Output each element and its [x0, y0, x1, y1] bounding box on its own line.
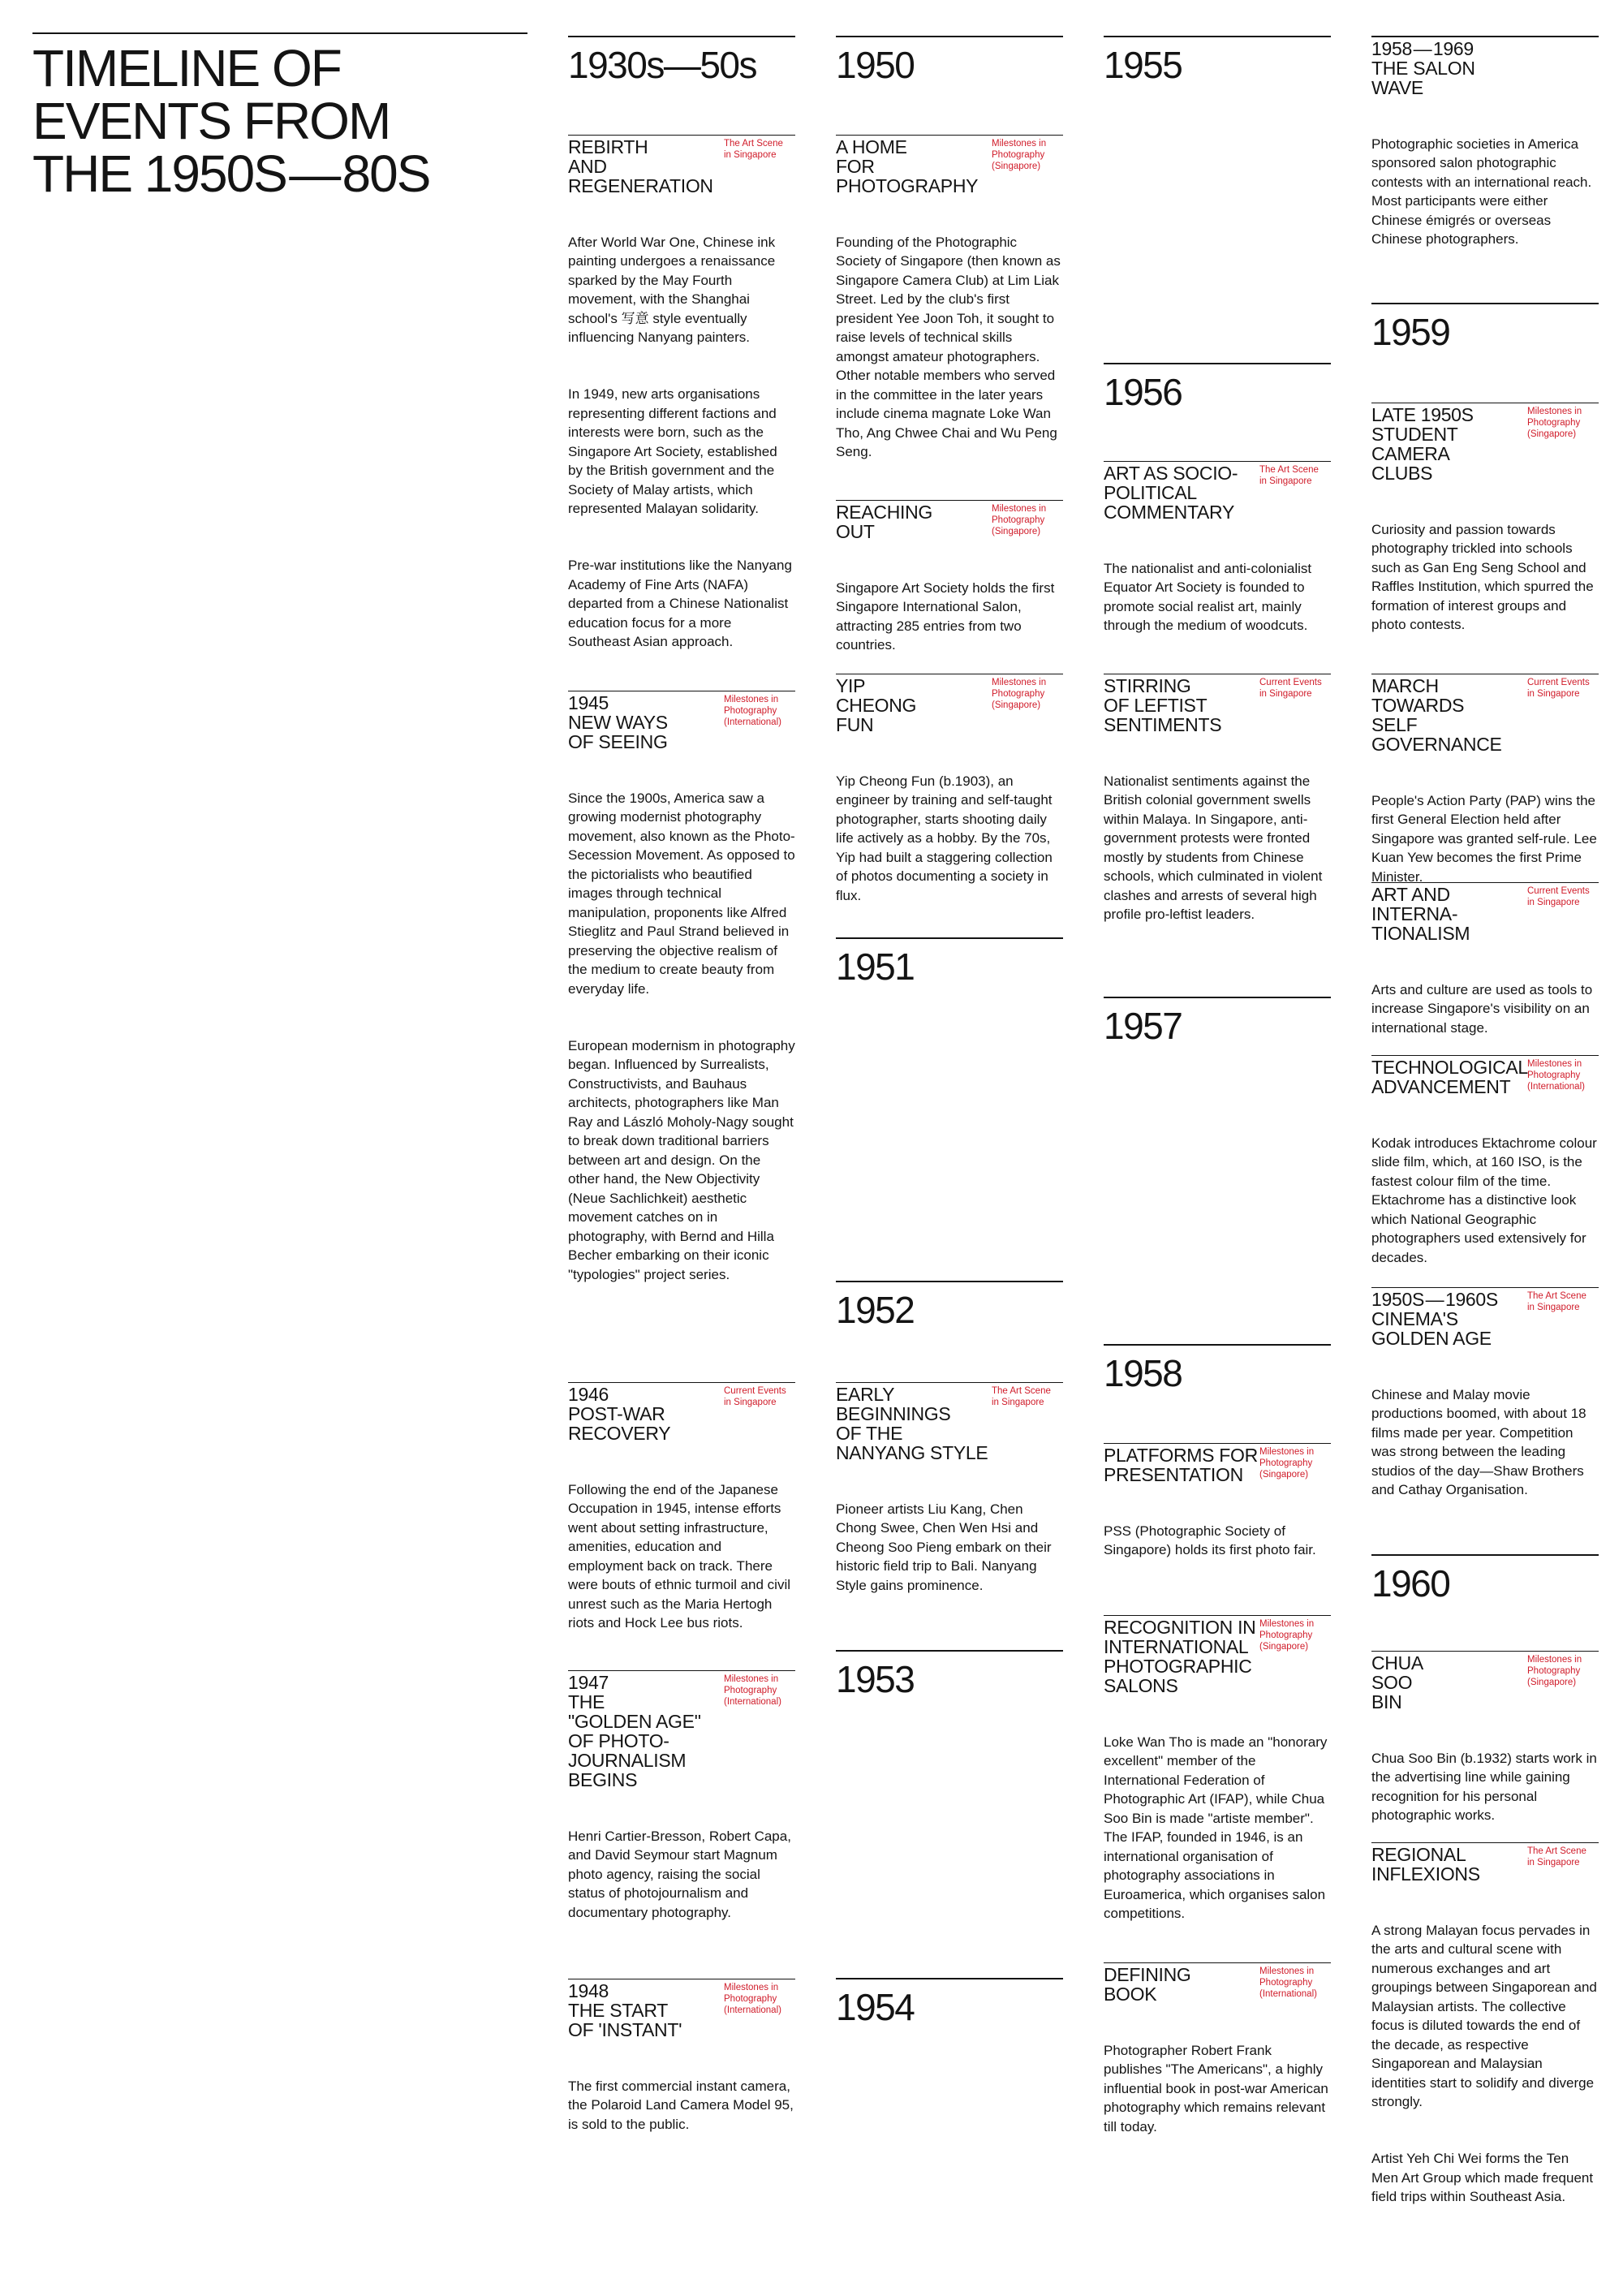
category-label: Current Events in Singapore: [1527, 886, 1590, 907]
entry-header: [836, 500, 1063, 541]
entry-paragraph: PSS (Photographic Society of Singapore) holds its first photo fair.: [1104, 1523, 1316, 1557]
entry-chua-soo-bin: [1371, 1651, 1599, 1863]
page-title: TIMELINE OF EVENTS FROM THE 1950S — 80S: [32, 39, 430, 203]
entry-body: [1104, 540, 1331, 673]
entry-paragraph: Loke Wan Tho is made an "honorary excellent" member of the International Federation of Photographic Art (IFAP), while Chua Soo Bin is made "artiste member". The IFAP, founded in 1946, is an international organisation of photography associations in Euroamerica, which organises salon competitions.: [1104, 1734, 1328, 1921]
category-label: Current Events in Singapore: [1259, 678, 1322, 699]
main-title-block: [32, 32, 527, 203]
entry-title: THE START OF 'INSTANT': [568, 2000, 682, 2040]
entry-paragraph: Yip Cheong Fun (b.1903), an engineer by training and self-taught photographer, starts shooting daily life actively as a hobby. By the 70s, Yip had built a staggering collection of photos documenting a society in flux.: [836, 773, 1053, 903]
category-label: The Art Scene in Singapore: [1527, 1846, 1586, 1867]
year-heading-1958: [1104, 1344, 1331, 1393]
entry-title: 1958 — 1969 THE SALON WAVE: [1371, 38, 1475, 98]
entry-paragraph: The first commercial instant camera, the Polaroid Land Camera Model 95, is sold to the public.: [568, 2078, 794, 2132]
year-heading-1960: [1371, 1554, 1599, 1603]
category-label: The Art Scene in Singapore: [1259, 465, 1319, 486]
entry-header: [568, 1382, 795, 1443]
entry-body: [836, 213, 1063, 499]
entry-header: [836, 1382, 1063, 1462]
category-label: Milestones in Photography (International): [724, 695, 781, 727]
year-heading-1955: [1104, 36, 1331, 84]
entry-paragraph: Artist Yeh Chi Wei forms the Ten Men Art Group which made frequent field trips within Southeast Asia.: [1371, 2151, 1594, 2204]
category-label: Milestones in Photography (Singapore): [1259, 1447, 1315, 1480]
entry-body: [836, 752, 1063, 943]
entry-technological-advancement: [1371, 1055, 1599, 1305]
entry-body: [1104, 1713, 1331, 1961]
category-label: The Art Scene in Singapore: [724, 139, 783, 160]
entry-new-ways-of-seeing: [568, 691, 795, 1322]
entry-header: [568, 135, 795, 196]
year-heading-1952: [836, 1281, 1063, 1329]
entry-body: [568, 1807, 795, 1960]
entry-header: [836, 135, 1063, 196]
entry-title: A HOME FOR PHOTOGRAPHY: [836, 136, 979, 196]
entry-date: 1947: [568, 1672, 609, 1693]
entry-body: [568, 2057, 795, 2172]
column-1950-1954: [836, 0, 1063, 2296]
year-label: 1954: [836, 1986, 915, 2028]
year-label: 1958: [1104, 1352, 1182, 1394]
entry-title: POST-WAR RECOVERY: [568, 1403, 671, 1444]
entry-header: [1371, 1287, 1599, 1348]
entry-salon-wave: [1371, 36, 1599, 286]
category-label: Milestones in Photography (Singapore): [992, 139, 1047, 171]
entry-paragraph: Henri Cartier-Bresson, Robert Capa, and David Seymour start Magnum photo agency, raising the social status of photojournalism and documentary photography.: [568, 1828, 791, 1920]
entry-header: [1104, 1962, 1331, 2004]
entry-regional-inflexions: [1371, 1842, 1599, 2244]
entry-leftist-sentiments: [1104, 674, 1331, 962]
year-heading-1950: [836, 36, 1063, 84]
entry-golden-age-photojournalism: [568, 1670, 795, 1960]
entry-title: YIP CHEONG FUN: [836, 675, 917, 735]
year-heading-1951: [836, 937, 1063, 986]
entry-cinema-golden-age: [1371, 1287, 1599, 1537]
entry-title: EARLY BEGINNINGS OF THE NANYANG STYLE: [836, 1384, 988, 1463]
year-label: 1957: [1104, 1005, 1182, 1047]
entry-body: [836, 1480, 1063, 1633]
entry-title: DEFINING BOOK: [1104, 1964, 1191, 2005]
entry-post-war-recovery: [568, 1382, 795, 1670]
entry-header: [1104, 1615, 1331, 1695]
year-heading-1953: [836, 1650, 1063, 1699]
entry-paragraph: In 1949, new arts organisations representing different factions and interests were born, such as the Singapore Art Society, established by the British government and the Society of Malay artists, which represented Malayan solidarity.: [568, 386, 777, 516]
entry-header: [568, 1979, 795, 2040]
entry-body: [1371, 1114, 1599, 1305]
entry-paragraph: Chua Soo Bin (b.1932) starts work in the advertising line while gaining recognition for his personal photographic works.: [1371, 1750, 1597, 1823]
entry-title: ART AS SOCIO- POLITICAL COMMENTARY: [1104, 463, 1238, 523]
entry-header: [1371, 674, 1599, 754]
entry-paragraph: Photographic societies in America sponsored salon photographic contests with an international reach. Most participants were either Chinese émigrés or overseas Chinese photographers.: [1371, 136, 1592, 247]
entry-title: TECHNOLOGICAL ADVANCEMENT: [1371, 1057, 1528, 1097]
entry-paragraph: European modernism in photography began. Influenced by Surrealists, Constructivists, and Bauhaus architects, photographers like Man Ray and László Moholy-Nagy sought to break down traditional barriers between art and design. On the other hand, the New Objectivity (Neue Sachlichkeit) aesthetic movement catches on in photography, with Bernd and Hilla Becher embarking on their iconic "typologies" project series.: [568, 1037, 795, 1282]
entry-paragraph: Nationalist sentiments against the British colonial government swells within Malaya. In Singapore, anti-government protests were fronted mostly by students from Chinese schools, which culminated in violent clashes and arrests of several high profile pro-leftist leaders.: [1104, 773, 1323, 922]
entry-header: [1371, 36, 1599, 97]
entry-defining-book: [1104, 1962, 1331, 2174]
category-label: The Art Scene in Singapore: [1527, 1291, 1586, 1312]
year-heading-1957: [1104, 997, 1331, 1045]
entry-platforms-for-presentation: [1104, 1443, 1331, 1597]
entry-nanyang-style: [836, 1382, 1063, 1633]
year-label: 1953: [836, 1658, 915, 1700]
year-label: 1959: [1371, 311, 1450, 353]
entry-header: [1371, 1842, 1599, 1884]
entry-title: CHUA SOO BIN: [1371, 1652, 1423, 1712]
entry-title: RECOGNITION IN INTERNATIONAL PHOTOGRAPHIC SALONS: [1104, 1617, 1256, 1696]
year-heading-1956: [1104, 363, 1331, 411]
entry-paragraph: Pioneer artists Liu Kang, Chen Chong Swee, Chen Wen Hsi and Cheong Soo Pieng embark on their historic field trip to Bali. Nanyang Style gains prominence.: [836, 1501, 1052, 1593]
category-label: Milestones in Photography (International): [1527, 1059, 1585, 1092]
year-label: 1950: [836, 44, 915, 86]
category-label: Milestones in Photography (Singapore): [1259, 1619, 1315, 1652]
entry-header: [1371, 1055, 1599, 1096]
entry-paragraph: After World War One, Chinese ink painting undergoes a renaissance sparked by the May Fourth movement, with the Shanghai school's 写意 style eventually influencing Nanyang painters.: [568, 234, 776, 345]
entry-title: 1950S — 1960S CINEMA'S GOLDEN AGE: [1371, 1289, 1498, 1349]
category-label: Milestones in Photography (International): [724, 1983, 781, 2015]
entry-title: REBIRTH AND REGENERATION: [568, 136, 713, 196]
entry-header: [836, 674, 1063, 734]
entry-paragraph: A strong Malayan focus pervades in the arts and cultural scene with numerous exchanges and art groupings between Singaporean and Malaysian artists. The collective focus is diluted towards the end of the decade, as respective Singaporean and Malaysian identities start to solidify and diverge strongly.: [1371, 1922, 1597, 2109]
entry-title: NEW WAYS OF SEEING: [568, 712, 668, 752]
entry-paragraph: Singapore Art Society holds the first Singapore International Salon, attracting 285 entries from two countries.: [836, 579, 1055, 653]
entry-body: [568, 769, 795, 1322]
column-1955-1958: [1104, 0, 1331, 2296]
year-heading-1930s: [568, 36, 795, 84]
entry-student-camera-clubs: [1371, 403, 1599, 672]
entry-paragraph: Pre-war institutions like the Nanyang Academy of Fine Arts (NAFA) departed from a Chinese Nationalist education focus for a more Southeast Asian approach.: [568, 558, 792, 649]
entry-title: REACHING OUT: [836, 502, 933, 542]
entry-yip-cheong-fun: [836, 674, 1063, 943]
year-label: 1952: [836, 1289, 915, 1331]
entry-date: 1946: [568, 1384, 609, 1405]
entry-start-of-instant: [568, 1979, 795, 2172]
entry-paragraph: Chinese and Malay movie productions boomed, with about 18 films made per year. Competition was strong between the leading studios of the day—Shaw Brothers and Cathay Organisation.: [1371, 1386, 1586, 1497]
entry-header: [568, 691, 795, 752]
column-1930s-50s: [568, 0, 795, 2296]
entry-paragraph: The nationalist and anti-colonialist Equator Art Society is founded to promote social realist art, mainly through the medium of woodcuts.: [1104, 560, 1312, 633]
entry-header: [1104, 674, 1331, 734]
category-label: Current Events in Singapore: [1527, 678, 1590, 699]
entry-home-for-photography: [836, 135, 1063, 499]
entry-header: [1371, 882, 1599, 943]
entry-paragraph: People's Action Party (PAP) wins the first General Election held after Singapore was granted self-rule. Lee Kuan Yew becomes the first Prime Minister.: [1371, 792, 1597, 885]
entry-body: [1371, 501, 1599, 672]
category-label: Milestones in Photography (Singapore): [1527, 407, 1582, 439]
year-heading-1954: [836, 1978, 1063, 2027]
entry-paragraph: Since the 1900s, America saw a growing modernist photography movement, also known as the Photo-Secession Movement. As opposed to the pictorialists who beautified images through technical manipulation, proponents like Alfred Stieglitz and Paul Strand believed in preserving the objective realism of the medium to create beauty from everyday life.: [568, 790, 795, 997]
entry-title: REGIONAL INFLEXIONS: [1371, 1844, 1480, 1885]
entry-body: [568, 213, 795, 689]
entry-date: 1948: [568, 1980, 609, 2001]
entry-title: ART AND INTERNA- TIONALISM: [1371, 884, 1470, 944]
category-label: Milestones in Photography (International): [724, 1674, 781, 1707]
column-1958-1960: [1371, 0, 1599, 2296]
entry-body: [1371, 1366, 1599, 1537]
category-label: Milestones in Photography (International): [1259, 1966, 1317, 1999]
entry-paragraph: Following the end of the Japanese Occupation in 1945, intense efforts went about setting infrastructure, amenities, education and employment back on track. There were bouts of ethnic turmoil and civil unrest such as the Maria Hertogh riots and Hock Lee bus riots.: [568, 1481, 791, 1630]
entry-title: PLATFORMS FOR PRESENTATION: [1104, 1445, 1258, 1485]
entry-body: [836, 559, 1063, 692]
entry-paragraph: Arts and culture are used as tools to increase Singapore's visibility on an international stage.: [1371, 981, 1593, 1036]
entry-recognition-salons: [1104, 1615, 1331, 1961]
entry-paragraph: Curiosity and passion towards photography trickled into schools such as Gan Eng Seng School and Raffles Institution, which spurred the formation of interest groups and photo contests.: [1371, 521, 1594, 632]
entry-body: [1371, 1902, 1599, 2244]
entry-body: [1104, 1502, 1331, 1597]
year-heading-1959: [1371, 303, 1599, 351]
year-label: 1956: [1104, 371, 1182, 413]
category-label: Milestones in Photography (Singapore): [1527, 1655, 1582, 1687]
entry-body: [1104, 752, 1331, 962]
entry-body: [1371, 115, 1599, 286]
year-label: 1960: [1371, 1562, 1450, 1605]
entry-reaching-out: [836, 500, 1063, 692]
entry-title: LATE 1950S STUDENT CAMERA CLUBS: [1371, 404, 1474, 484]
year-label: 1930s—50s: [568, 44, 756, 86]
entry-body: [568, 1461, 795, 1670]
entry-socio-political: [1104, 461, 1331, 673]
entry-header: [1104, 461, 1331, 522]
year-label: 1951: [836, 946, 915, 988]
entry-title: STIRRING OF LEFTIST SENTIMENTS: [1104, 675, 1222, 735]
entry-date: 1945: [568, 692, 609, 713]
entry-header: [1104, 1443, 1331, 1484]
category-label: The Art Scene in Singapore: [992, 1386, 1051, 1407]
entry-rebirth: [568, 135, 795, 689]
year-label: 1955: [1104, 44, 1182, 86]
entry-header: [1371, 1651, 1599, 1712]
entry-paragraph: Founding of the Photographic Society of Singapore (then known as Singapore Camera Club) at Lim Liak Street. Led by the club's first president Yee Joon Toh, it sought to raise levels of technical skills amongst amateur photographers. Other notable members who served in the committee in the later years include cinema magnate Loke Wan Tho, Ang Chwee Chai and Wu Peng Seng.: [836, 234, 1061, 459]
entry-title: MARCH TOWARDS SELF GOVERNANCE: [1371, 675, 1502, 755]
category-label: Current Events in Singapore: [724, 1386, 786, 1407]
entry-body: [1104, 2022, 1331, 2174]
entry-paragraph: Kodak introduces Ektachrome colour slide film, which, at 160 ISO, is the fastest colour film of the time. Ektachrome has a distinctive look which National Geographic photographers used extensively for decades.: [1371, 1135, 1597, 1265]
entry-header: [1371, 403, 1599, 483]
entry-header: [568, 1670, 795, 1790]
category-label: Milestones in Photography (Singapore): [992, 678, 1047, 710]
entry-art-internationalism: [1371, 882, 1599, 1075]
entry-paragraph: Photographer Robert Frank publishes "The Americans", a highly influential book in post-war American photography which remains relevant till today.: [1104, 2042, 1328, 2134]
entry-title: THE "GOLDEN AGE" OF PHOTO- JOURNALISM BEGINS: [568, 1691, 701, 1790]
category-label: Milestones in Photography (Singapore): [992, 504, 1047, 536]
